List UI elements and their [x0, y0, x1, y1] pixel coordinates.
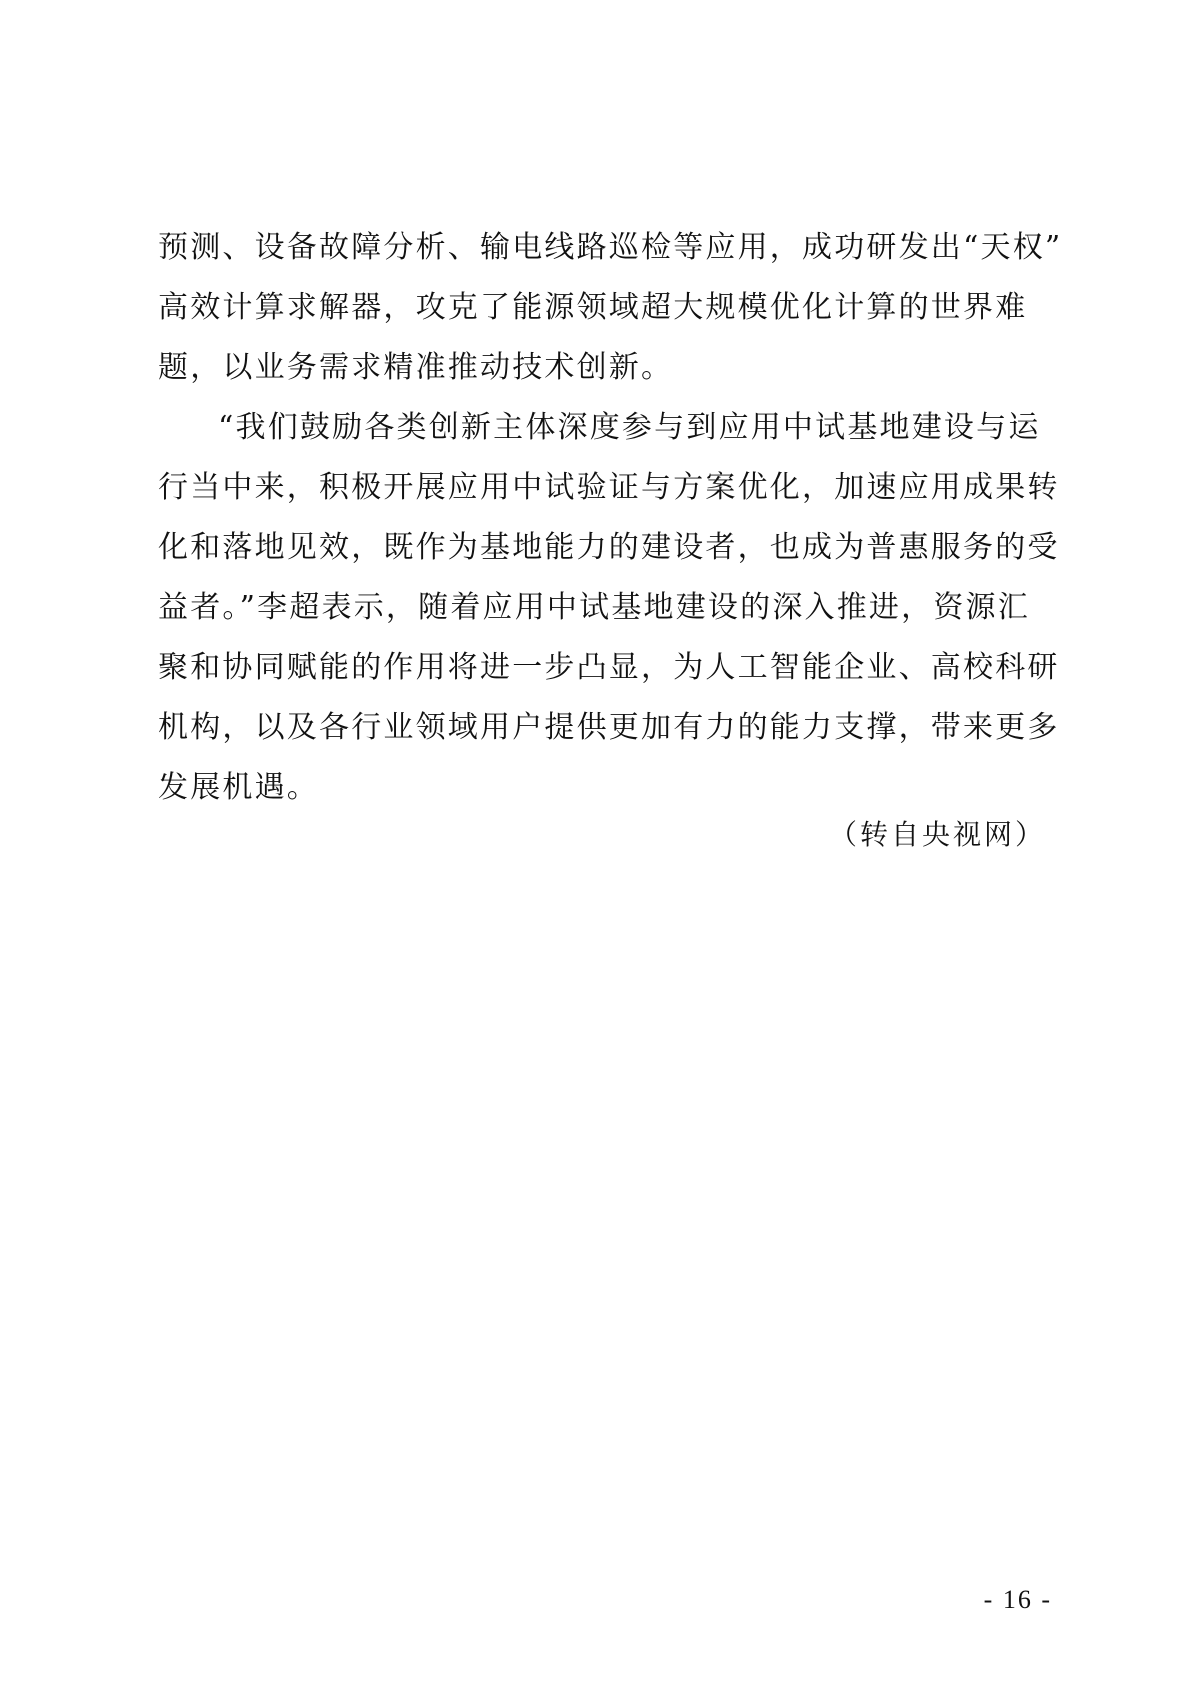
page-number: - 16 -: [983, 1585, 1052, 1614]
paragraph-line: 益者。”李超表示，随着应用中试基地建设的深入推进，资源汇: [158, 590, 1030, 625]
paragraph-line: “我们鼓励各类创新主体深度参与到应用中试基地建设与运: [218, 410, 1041, 445]
paragraph-line: 化和落地见效，既作为基地能力的建设者，也成为普惠服务的受: [158, 530, 1060, 565]
paragraph-line: 题，以业务需求精准推动技术创新。: [158, 350, 674, 385]
article-body: [158, 218, 1063, 818]
paragraph-line: 高效计算求解器，攻克了能源领域超大规模优化计算的世界难: [158, 290, 1028, 325]
paragraph-line: 机构，以及各行业领域用户提供更加有力的能力支撑，带来更多: [158, 710, 1060, 745]
source-attribution: （转自央视网）: [828, 818, 1046, 851]
paragraph-line: 预测、设备故障分析、输电线路巡检等应用，成功研发出“天权”: [158, 230, 1063, 265]
paragraph-line: 发展机遇。: [158, 770, 319, 805]
paragraph-2: [158, 398, 1058, 818]
paragraph-line: 行当中来，积极开展应用中试验证与方案优化，加速应用成果转: [158, 470, 1060, 505]
paragraph-1: [158, 218, 1063, 398]
paragraph-line: 聚和协同赋能的作用将进一步凸显，为人工智能企业、高校科研: [158, 650, 1060, 685]
